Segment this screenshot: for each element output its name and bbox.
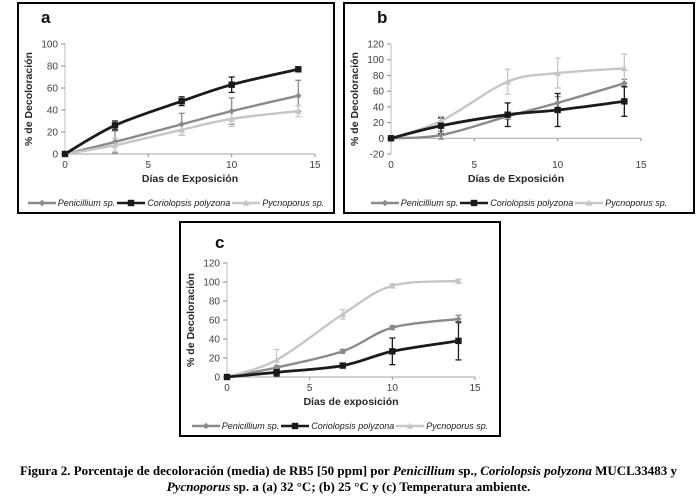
legend-entry-0 [28,198,116,208]
chart-c-svg [181,223,499,435]
legend-entry-2 [575,198,667,208]
legend-line-marker-icon [575,198,603,208]
y-axis-title: % de Decoloración [185,273,197,367]
chart-a-title: a [41,8,51,27]
caption-segment: Penicillium [392,463,455,478]
x-tick-label: 15 [309,160,321,171]
x-tick-label: 10 [386,383,398,394]
legend-label: Pycnoporus sp. [262,198,325,208]
y-tick-label: 60 [46,83,58,95]
legend-label: Coriolopsis polyzona [147,198,231,208]
chart-panel-a [17,2,335,214]
x-tick-label: 5 [145,160,152,171]
y-tick-label: 20 [208,353,220,365]
x-tick-label: 10 [226,160,238,171]
y-tick-label: 0 [378,133,384,145]
y-tick-label: 80 [208,296,220,308]
legend-entry-0 [192,421,280,431]
x-tick-label: 15 [635,160,647,171]
series-0-line [224,316,462,380]
legend-line-marker-icon [192,421,220,431]
y-tick-label: 60 [372,86,384,98]
legend-line-marker-icon [28,198,56,208]
legend-entry-2 [232,198,324,208]
x-tick-label: 0 [388,160,394,171]
series-1-line [62,66,302,157]
chart-a-svg [19,4,333,212]
chart-panel-b [343,2,695,214]
legend-label: Pycnoporus sp. [426,421,489,431]
chart-b-legend [345,198,693,208]
legend-label: Penicillium sp. [221,421,280,431]
chart-b-plot [345,4,693,212]
legend-label: Penicillium sp. [57,198,116,208]
chart-panel-c [179,221,501,437]
chart-c-legend [181,421,499,431]
chart-b-title: b [377,8,388,27]
y-tick-label: 120 [203,258,220,270]
y-tick-label: 0 [214,372,220,384]
legend-line-marker-icon [117,198,145,208]
y-tick-label: 120 [367,39,384,51]
y-tick-label: 60 [208,315,220,327]
caption-segment: Pycnoporus [166,478,231,494]
legend-line-marker-icon [281,421,309,431]
y-tick-label: 80 [372,70,384,82]
chart-a-plot [19,4,333,212]
chart-c-plot [181,223,499,435]
legend-line-marker-icon [460,198,488,208]
x-tick-label: 5 [471,160,478,171]
y-tick-label: 100 [367,55,384,67]
legend-entry-0 [371,198,459,208]
legend-label: Coriolopsis polyzona [490,198,574,208]
caption-segment: sp. a (a) 32 °C; (b) 25 °C y (c) Temperatura ambiente. [230,478,531,494]
y-tick-label: 20 [46,127,58,139]
legend-entry-2 [396,421,488,431]
y-tick-label: 100 [41,39,58,51]
legend-label: Penicillium sp. [400,198,459,208]
caption-segment: Figura 2. Porcentaje de decoloración (media) de RB5 [50 ppm] por [19,463,393,478]
y-tick-label: 100 [203,277,220,289]
legend-line-marker-icon [396,421,424,431]
y-tick-label: 40 [46,105,58,117]
y-tick-label: 20 [372,118,384,130]
error-bars-series-0 [62,80,301,155]
caption-segment: sp., [454,463,481,478]
y-tick-label: 0 [52,149,58,161]
y-tick-label: 40 [208,334,220,346]
caption-segment: Coriolopsis polyzona [480,463,592,478]
x-tick-label: 0 [224,383,230,394]
legend-label: Coriolopsis polyzona [311,421,395,431]
x-tick-label: 10 [552,160,564,171]
x-axis-title: Días de exposición [303,396,399,408]
chart-c-title: c [215,233,225,252]
chart-b-svg [345,4,693,212]
y-tick-label: -20 [369,149,384,161]
chart-a-legend [19,198,333,208]
x-tick-label: 15 [469,383,481,394]
y-axis-title: % de Decoloración [23,52,35,146]
legend-line-marker-icon [371,198,399,208]
caption-segment: MUCL33483 y [591,463,678,478]
legend-line-marker-icon [232,198,260,208]
x-axis-title: Días de Exposición [141,173,239,185]
x-tick-label: 5 [306,383,313,394]
legend-entry-1 [117,198,230,208]
legend-entry-1 [460,198,573,208]
error-bars-series-1 [62,67,301,155]
x-tick-label: 0 [62,160,68,171]
figure-caption [0,463,697,494]
series-1-line [224,338,462,381]
y-tick-label: 40 [372,102,384,114]
legend-entry-1 [281,421,394,431]
y-axis-title: % de Decoloración [349,52,361,146]
x-axis-title: Días de Exposición [467,173,565,185]
legend-label: Pycnoporus sp. [605,198,668,208]
y-tick-label: 80 [46,61,58,73]
